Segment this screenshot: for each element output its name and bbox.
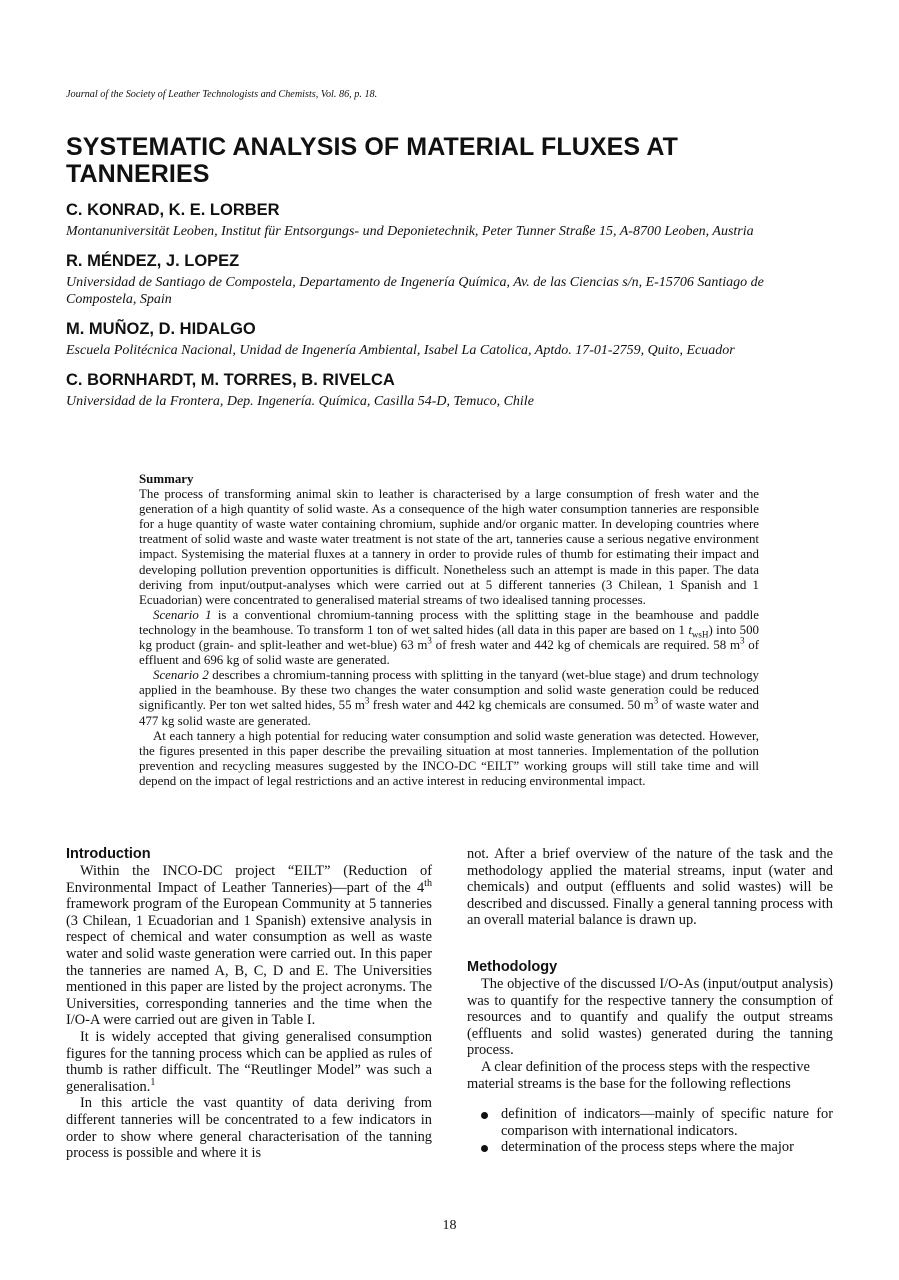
superscript: 3 (364, 696, 370, 707)
author-group (66, 200, 806, 240)
methodology-paragraph-1: The objective of the discussed I/O-As (input/output analysis) was to quantify for the respective tannery the consumption of resources and to quantify and qualify the output streams (effluents and solid wastes) generated during the tanning process. (467, 975, 833, 1059)
text-run: describes a chromium-tanning process with splitting in the tanyard (wet-blue stage) and drum technology applied in the beamhouse. By these two changes the water consumption and solid waste generation could be reduced significantly. Per ton wet salted hides, 55 m (139, 668, 759, 713)
page-number: 18 (442, 1218, 457, 1233)
superscript: 3 (653, 696, 659, 707)
summary-paragraph-1: The process of transforming animal skin to leather is characterised by a large consumption of fresh water and the generation of a high quantity of solid waste. As a consequence of the high water consumption tanneries are responsible for a huge quantity of waste water containing chromium, suphide and/or organic matter. In developing countries where treatment of solid waste and waste water treatment is not state of the art, tanneries cause a serious negative environment impact. Systemising the material fluxes at a tannery in order to provide rules of thumb for estimating their impact and developing pollution prevention opportunities is difficult. Nonetheless such an attempt is made in this paper. The data deriving from input/output-analyses which were carried out at 5 different tanneries (3 Chilean, 1 Spanish and 1 Ecuadorian) were concentrated to generalised material streams of two idealised tanning processes. (139, 487, 759, 607)
author-affiliation: Universidad de Santiago de Compostela, Departamento de Ingenería Química, Av. de las Ciencias s/n, E-15706 Santiago de Compostela, Spain (66, 275, 764, 307)
text-run: framework program of the European Community at 5 tanneries (3 Chilean, 1 Ecuadorian and 1 Spanish) extensive analysis in respect of chemical and water consumption as well as waste water and solid waste generation were carried out. In this paper the tanneries are named A, B, C, D and E. The Universities mentioned in this paper are listed by the project acronyms. The Universities, corresponding tanneries and the time when the I/O-A were carried out are given in Table I. (66, 896, 432, 1029)
text-run: ) into 500 kg product (grain- and split-leather and wet-blue) 63 m (139, 622, 759, 653)
methodology-paragraph-2: A clear definition of the process steps with the respective material streams is the base for the following reflections (467, 1058, 810, 1092)
summary-heading: Summary (139, 472, 194, 486)
section-spacer (467, 929, 833, 959)
author-affiliation: Escuela Politécnica Nacional, Unidad de Ingenería Ambiental, Isabel La Catolica, Aptdo. 17-01-2759, Quito, Ecuador (66, 343, 735, 358)
text-run: It is widely accepted that giving generalised consumption figures for the tanning process which can be applied as rules of thumb is rather difficult. The “Reutlinger Model” was such a generalisation. (66, 1028, 432, 1095)
superscript: th (424, 877, 432, 889)
author-group (66, 319, 806, 359)
author-affiliation: Universidad de la Frontera, Dep. Ingenería. Química, Casilla 54-D, Temuco, Chile (66, 394, 534, 409)
author-group (66, 251, 806, 308)
article-title-line-2: TANNERIES (66, 160, 210, 188)
summary-paragraph-scenario-2 (139, 668, 759, 728)
author-group (66, 370, 806, 410)
text-run: is a conventional chromium-tanning process with the splitting stage in the beamhouse and paddle technology in the beamhouse. To transform 1 ton of wet salted hides (all data in this paper are based on 1 (139, 607, 759, 637)
authors-block (66, 200, 806, 421)
footnote-reference: 1 (150, 1076, 156, 1088)
left-column (66, 846, 432, 1162)
unit-subscript: wsH (691, 629, 709, 640)
introduction-paragraph-1 (66, 863, 432, 1029)
introduction-paragraph-3-continued: not. After a brief overview of the nature of the task and the methodology applied the material streams, input (water and chemicals) and output (effluents and solid wastes) will be described and discussed. Finally a general tanning process with an overall material balance is drawn up. (467, 846, 833, 929)
author-names: C. BORNHARDT, M. TORRES, B. RIVELCA (66, 371, 395, 389)
summary-block (139, 472, 759, 789)
author-names: C. KONRAD, K. E. LORBER (66, 201, 280, 219)
methodology-bullet-list (481, 1106, 833, 1156)
text-run: fresh water and 442 kg chemicals are consumed. 50 m (369, 698, 654, 713)
article-title-line-1: SYSTEMATIC ANALYSIS OF MATERIAL FLUXES AT (66, 133, 678, 161)
author-names: M. MUÑOZ, D. HIDALGO (66, 320, 256, 338)
introduction-paragraph-3: In this article the vast quantity of data deriving from different tanneries will be concentrated to a few indicators in order to show where general characterisation of the tanning process is possible and where it is (66, 1095, 432, 1162)
text-run: of waste water and 477 kg solid waste are generated. (139, 698, 759, 728)
text-run: Within the INCO-DC project “EILT” (Reduction of Environmental Impact of Leather Tanneries)—part of the 4 (66, 863, 432, 896)
text-run: of effluent and 696 kg of solid waste are generated. (139, 638, 759, 668)
scenario-2-label: Scenario 2 (153, 668, 209, 683)
unit-symbol: t (688, 622, 692, 637)
scenario-1-label: Scenario 1 (153, 607, 212, 622)
author-affiliation: Montanuniversität Leoben, Institut für Entsorgungs- und Deponietechnik, Peter Tunner Straße 15, A-8700 Leoben, Austria (66, 224, 754, 239)
superscript: 3 (427, 635, 432, 646)
article-title (66, 134, 766, 188)
bullet-icon (481, 1112, 488, 1119)
author-names: R. MÉNDEZ, J. LOPEZ (66, 252, 240, 270)
summary-paragraph-4: At each tannery a high potential for reducing water consumption and solid waste generation was detected. However, the figures presented in this paper describe the prevailing situation at most tanneries. Implementation of the pollution prevention and recycling measures suggested by the INCO-DC “EILT” working groups will still take time and will depend on the impact of legal restrictions and an active interest in reducing environmental impact. (139, 728, 759, 788)
text-run: of fresh water and 442 kg of chemicals are required. 58 m (431, 638, 740, 653)
bullet-icon (481, 1145, 488, 1152)
summary-paragraph-scenario-1 (139, 608, 759, 668)
introduction-heading: Introduction (66, 846, 151, 862)
list-item (481, 1139, 833, 1156)
list-item (481, 1106, 833, 1139)
list-item-text: determination of the process steps where the major (501, 1139, 794, 1156)
methodology-heading: Methodology (467, 958, 558, 975)
superscript: 3 (739, 635, 745, 646)
right-column (467, 846, 833, 1156)
journal-citation: Journal of the Society of Leather Technologists and Chemists, Vol. 86, p. 18. (66, 89, 378, 100)
list-item-text: definition of indicators—mainly of specific nature for comparison with international indicators. (501, 1106, 833, 1139)
introduction-paragraph-2 (66, 1029, 432, 1095)
